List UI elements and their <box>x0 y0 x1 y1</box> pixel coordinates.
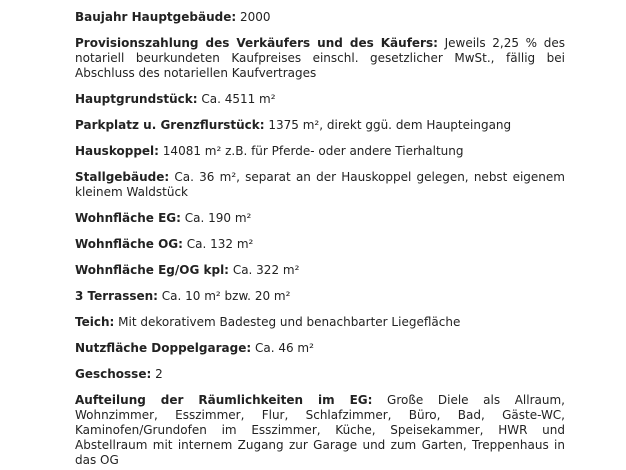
detail-label: Hauskoppel: <box>75 144 159 158</box>
detail-doppelgarage <box>75 341 565 356</box>
detail-value: Ca. 36 m², separat an der Hauskoppel gelegen, nebst eigenem kleinem Waldstück <box>75 170 565 199</box>
detail-value: Ca. 190 m² <box>184 211 252 225</box>
detail-stallgebaeude <box>75 170 565 200</box>
detail-label: Aufteilung der Räumlichkeiten im EG: <box>75 393 373 407</box>
detail-label: Parkplatz u. Grenzflurstück: <box>75 118 265 132</box>
detail-hauskoppel <box>75 144 565 159</box>
detail-value: 14081 m² z.B. für Pferde- oder andere Tierhaltung <box>162 144 464 158</box>
detail-label: Provisionszahlung des Verkäufers und des Käufers: <box>75 36 438 50</box>
detail-value: Ca. 46 m² <box>254 341 314 355</box>
detail-value: Ca. 4511 m² <box>201 92 276 106</box>
detail-hauptgrundstueck <box>75 92 565 107</box>
detail-provision <box>75 36 565 81</box>
detail-value: Ca. 132 m² <box>186 237 254 251</box>
detail-label: Wohnfläche Eg/OG kpl: <box>75 263 229 277</box>
detail-value: Ca. 10 m² bzw. 20 m² <box>161 289 291 303</box>
property-details <box>75 10 565 470</box>
detail-label: Nutzfläche Doppelgarage: <box>75 341 252 355</box>
detail-geschosse <box>75 367 565 382</box>
detail-label: Teich: <box>75 315 115 329</box>
detail-wohnflaeche-og <box>75 237 565 252</box>
detail-wohnflaeche-gesamt <box>75 263 565 278</box>
detail-value: Jeweils 2,25 % des notariell beurkundeten Kaufpreises einschl. gesetzlicher MwSt., fällig bei Abschluss des notariellen Kaufvertrages <box>75 36 565 80</box>
detail-baujahr <box>75 10 565 25</box>
detail-teich <box>75 315 565 330</box>
detail-aufteilung-eg <box>75 393 565 468</box>
detail-label: Baujahr Hauptgebäude: <box>75 10 237 24</box>
detail-wohnflaeche-eg <box>75 211 565 226</box>
detail-value: 2000 <box>239 10 271 24</box>
detail-label: Stallgebäude: <box>75 170 170 184</box>
detail-label: Wohnfläche EG: <box>75 211 181 225</box>
detail-label: Geschosse: <box>75 367 152 381</box>
detail-value: Mit dekorativem Badesteg und benachbarter Liegefläche <box>118 315 461 329</box>
detail-parkplatz <box>75 118 565 133</box>
detail-value: Große Diele als Allraum, Wohnzimmer, Esszimmer, Flur, Schlafzimmer, Büro, Bad, Gäste-WC, Kaminofen/Grundofen im Esszimmer, Küche, Speisekammer, HWR und Abstellraum mit internem Zugang zur Garage und zum Garten, Treppenhaus in das OG <box>75 393 565 467</box>
detail-terrassen <box>75 289 565 304</box>
detail-value: Ca. 322 m² <box>232 263 300 277</box>
detail-label: Hauptgrundstück: <box>75 92 198 106</box>
detail-value: 2 <box>155 367 163 381</box>
detail-label: 3 Terrassen: <box>75 289 158 303</box>
detail-label: Wohnfläche OG: <box>75 237 183 251</box>
detail-value: 1375 m², direkt ggü. dem Haupteingang <box>268 118 512 132</box>
